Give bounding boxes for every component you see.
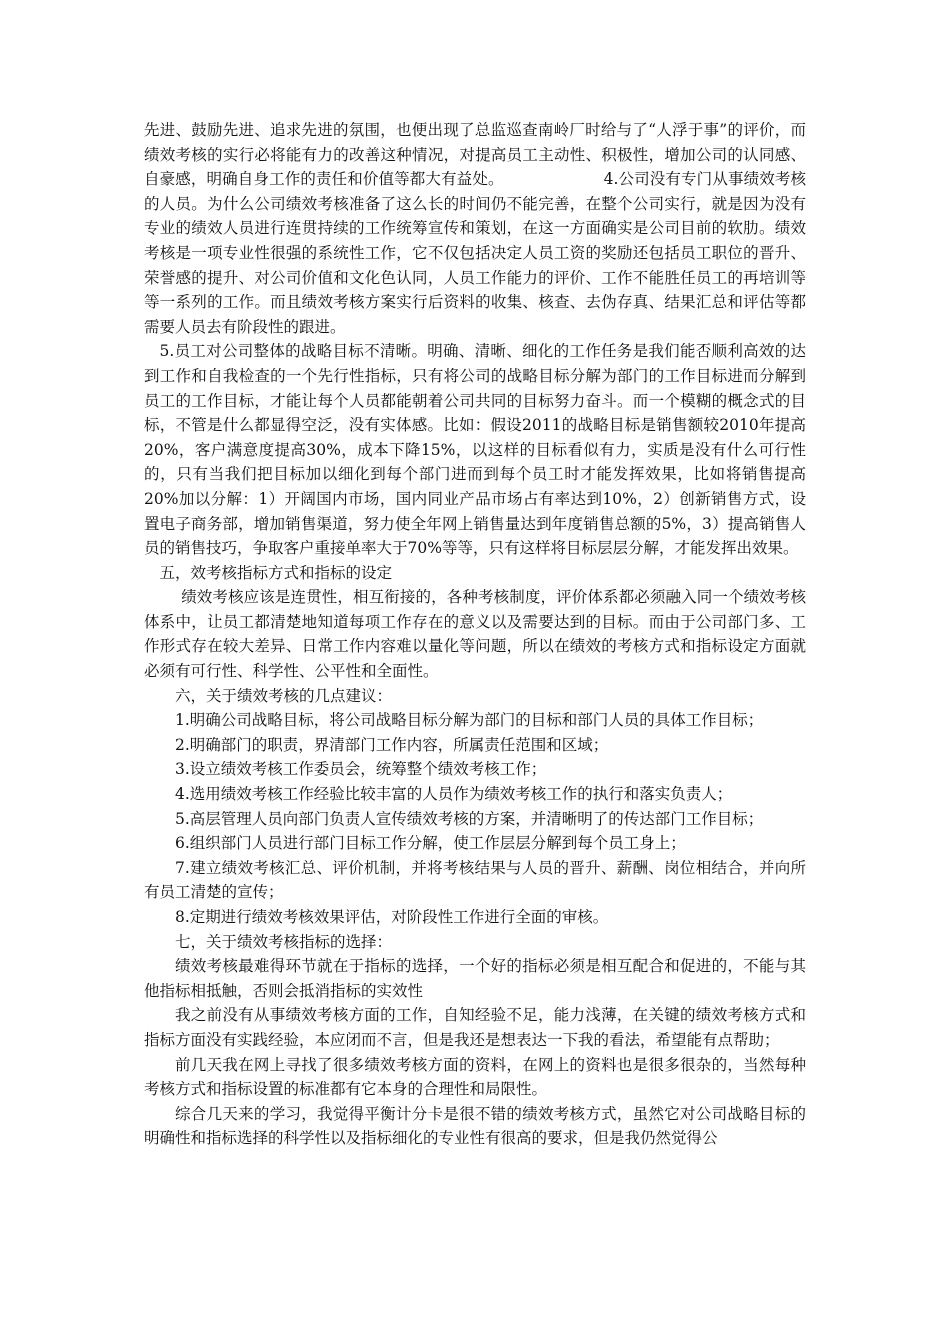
suggestion-2: 2.明确部门的职责，界清部门工作内容，所属责任范围和区域； — [175, 735, 609, 754]
paragraph-section-5: 绩效考核应该是连贯性，相互衔接的，各种考核制度，评价体系都必须融入同一个绩效考核体系中，让员工都清楚地知道每项工作存在的意义以及需要达到的目标。而由于公司部门多、工作形式存在较大差异、日常工作内容难以量化等问题，所以在绩效的考核方式和指标设定方面就必须有可行性、科学性、公平性和全面性。 — [144, 588, 806, 681]
suggestion-8: 8.定期进行绩效考核效果评估，对阶段性工作进行全面的审核。 — [175, 908, 609, 926]
section-heading-5: 五，效考核指标方式和指标的设定 — [159, 563, 393, 582]
suggestion-4: 4.选用绩效考核工作经验比较丰富的人员作为绩效考核工作的执行和落实负责人； — [175, 785, 733, 804]
paragraph-section-7-1: 绩效考核最难得环节就在于指标的选择，一个好的指标必须是相互配合和促进的，不能与其他指标相抵触，否则会抵消指标的实效性 — [144, 957, 806, 1000]
paragraph-point-5: 5.员工对公司整体的战略目标不清晰。明确、清晰、细化的工作任务是我们能否顺利高效的达到工作和自我检查的一个先行性指标，只有将公司的战略目标分解为部门的工作目标进而分解到员工的工作目标，才能让每个人员都能朝着公司共同的目标努力奋斗。而一个模糊的概念式的目标，不管是什么都显得空泛，没有实体感。比如：假设2011的战略目标是销售额较2010年提高20%，客户满意度提高30%，成本下降15%，以这样的目标看似有力，实质是没有什么可行性的，只有当我们把目标加以细化到每个部门进而到每个员工时才能发挥效果，比如将销售提高20%加以分解：1）开阔国内市场，国内同业产品市场占有率达到10%，2）创新销售方式，设置电子商务部，增加销售渠道，努力使全年网上销售量达到年度销售总额的5%，3）提高销售人员的销售技巧，争取客户重接单率大于70%等等，只有这样将目标层层分解，才能发挥出效果。 — [144, 342, 806, 558]
section-heading-6: 六，关于绩效考核的几点建议： — [175, 686, 393, 705]
paragraph-section-7-2: 我之前没有从事绩效考核方面的工作，自知经验不足，能力浅薄，在关键的绩效考核方式和指标方面没有实践经验，本应闭而不言，但是我还是想表达一下我的看法，希望能有点帮助； — [144, 1006, 806, 1049]
suggestion-7: 7.建立绩效考核汇总、评价机制，并将考核结果与人员的晋升、薪酬、岗位相结合，并向所有员工清楚的宣传； — [144, 858, 806, 902]
suggestion-3: 3.设立绩效考核工作委员会，统筹整个绩效考核工作； — [175, 760, 547, 779]
document-page — [144, 118, 806, 1151]
paragraph-1-point-4: 4.公司没有专门从事绩效考核的人员。为什么公司绩效考核准备了这么长的时间仍不能完善，在整个公司实行，就是因为没有专业的绩效人员进行连贯持续的工作统筹宣传和策划，在这一方面确实是公司目前的软肋。绩效考核是一项专业性很强的系统性工作，它不仅包括决定人员工资的奖励还包括员工职位的晋升、荣誉感的提升、对公司价值和文化色认同，人员工作能力的评价、工作不能胜任员工的再培训等等一系列的工作。而且绩效考核方案实行后资料的收集、核查、去伪存真、结果汇总和评估等都需要人员去有阶段性的跟进。 — [144, 170, 806, 336]
paragraph-section-7-4: 综合几天来的学习，我觉得平衡计分卡是很不错的绩效考核方式，虽然它对公司战略目标的明确性和指标选择的科学性以及指标细化的专业性有很高的要求，但是我仍然觉得公 — [144, 1104, 806, 1148]
suggestion-1: 1.明确公司战略目标，将公司战略目标分解为部门的目标和部门人员的具体工作目标； — [175, 711, 764, 730]
suggestion-5: 5.高层管理人员向部门负责人宣传绩效考核的方案，并清晰明了的传达部门工作目标； — [175, 809, 764, 828]
paragraph-1-text: 先进、鼓励先进、追求先进的氛围，也便出现了总监巡查南岭厂时给与了“人浮于事”的评价，而绩效考核的实行必将能有力的改善这种情况，对提高员工主动性、积极性，增加公司的认同感、自豪感，明确自身工作的责任和价值等都大有益处。 — [144, 121, 806, 189]
paragraph-section-7-3: 前几天我在网上寻找了很多绩效考核方面的资料，在网上的资料也是很多很杂的，当然每种考核方式和指标设置的标准都有它本身的合理性和局限性。 — [144, 1055, 806, 1099]
section-heading-7: 七，关于绩效考核指标的选择： — [175, 932, 393, 951]
suggestion-6: 6.组织部门人员进行部门目标工作分解，使工作层层分解到每个员工身上； — [175, 834, 686, 853]
paragraph-1 — [144, 118, 806, 339]
